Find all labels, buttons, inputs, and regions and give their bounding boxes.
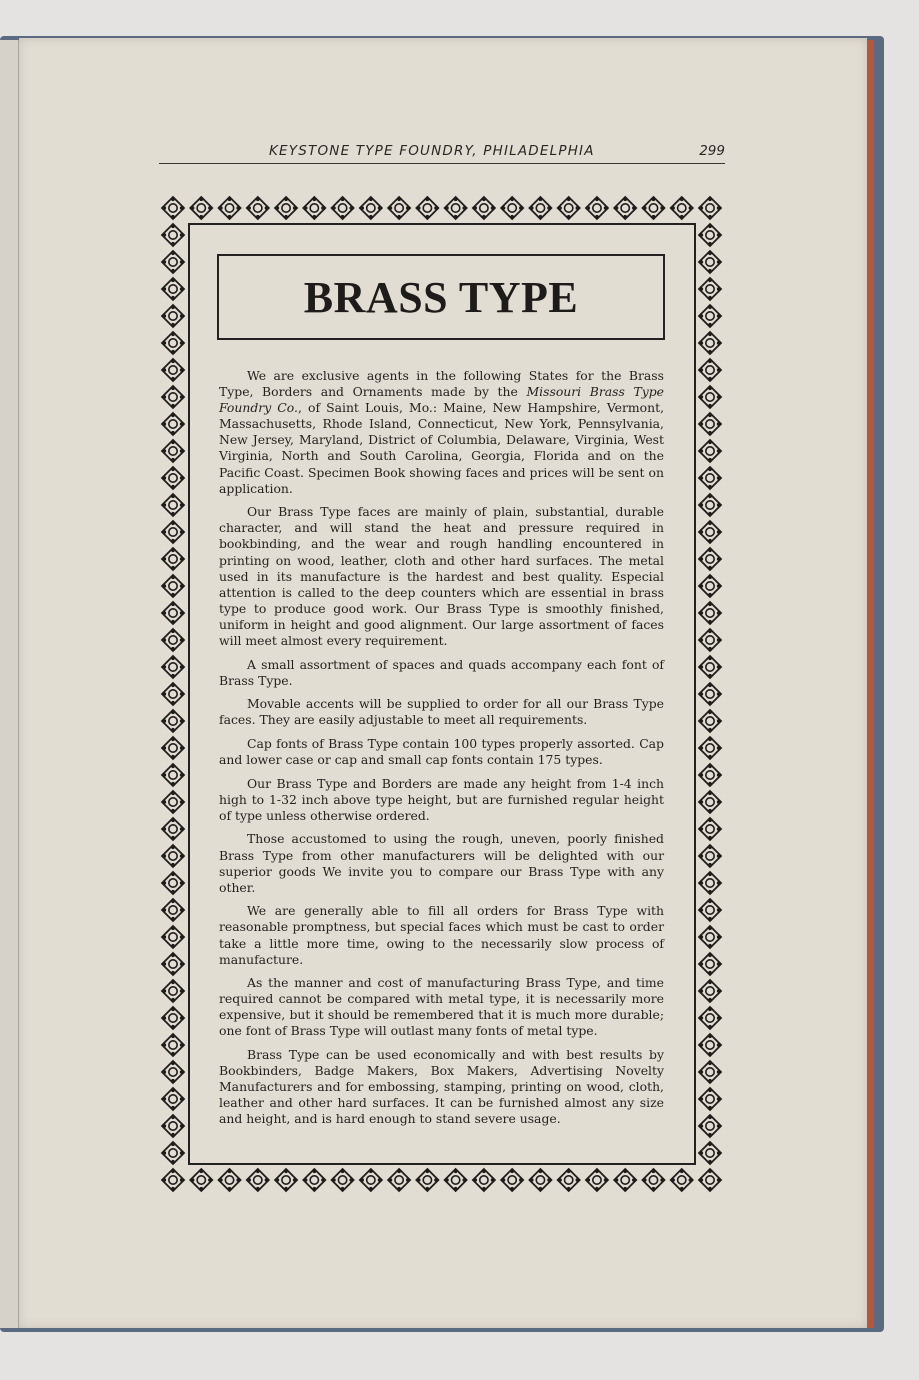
ornament-motif (162, 494, 184, 516)
ornament-motif (699, 872, 721, 894)
ornament-motif (529, 1169, 551, 1191)
ornament-motif (501, 197, 523, 219)
ornament-motif (699, 1007, 721, 1029)
ornament-motif (699, 1034, 721, 1056)
ornament-motif (699, 494, 721, 516)
ornament-motif (190, 1169, 212, 1191)
paragraph-height: Our Brass Type and Borders are made any height from 1-4 inch high to 1-32 inch above type height, but are furnished regular height of type unless otherwise ordered. (219, 775, 664, 823)
ornament-motif (699, 467, 721, 489)
ornament-motif (247, 1169, 269, 1191)
ornament-motif (699, 656, 721, 678)
title-box (217, 254, 665, 340)
ornament-motif (162, 899, 184, 921)
running-head (159, 141, 725, 164)
ornament-motif (162, 305, 184, 327)
ornament-motif (699, 575, 721, 597)
ornament-motif (586, 197, 608, 219)
ornament-motif (162, 197, 184, 219)
ornament-motif (699, 1169, 721, 1191)
ornament-motif (699, 629, 721, 651)
ornament-motif (699, 413, 721, 435)
paragraph-faces: Our Brass Type faces are mainly of plain, substantial, durable character, and will stand the heat and pressure required in bookbinding, and the wear and rough handling encountered in printing on wood, leather, cloth and other hard surfaces. The metal used in its manufacture is the hardest and best quality. Especial attention is called to the deep counters which are essential in brass type to produce good work. Our Brass Type is smoothly finished, uniform in height and good alignment. Our large assortment of faces will meet almost every requirement. (219, 504, 664, 648)
paragraph-agents: We are exclusive agents in the following States for the Brass Type, Borders and Ornaments made by the Missouri Brass Type Foundry Co., of Saint Louis, Mo.: Maine, New Hampshire, Vermont, Massachusetts, Rhode Island, Connecticut, New York, Pennsylvania, New Jersey, Maryland, District of Columbia, Delaware, Virginia, West Virginia, North and South Carolina, Georgia, Florida and on the Pacific Coast. Specimen Book showing faces and prices will be sent on application. (219, 368, 665, 496)
ornament-motif (162, 278, 184, 300)
ornament-motif (360, 197, 382, 219)
ornament-motif (671, 197, 693, 219)
ornament-motif (699, 764, 721, 786)
ornament-motif (699, 332, 721, 354)
ornament-motif (162, 1115, 184, 1137)
page-number: 299 (699, 143, 725, 159)
ornament-motif (699, 926, 721, 948)
ornament-motif (445, 197, 467, 219)
ornament-motif (162, 845, 184, 867)
ornament-motif (699, 548, 721, 570)
ornament-motif (162, 1169, 184, 1191)
ornament-motif (699, 818, 721, 840)
ornament-motif (699, 602, 721, 624)
ornament-motif (586, 1169, 608, 1191)
ornament-motif (275, 197, 297, 219)
paragraph-cap-fonts: Cap fonts of Brass Type contain 100 types properly assorted. Cap and lower case or cap and small cap fonts contain 175 types. (219, 735, 664, 768)
ornament-motif (162, 602, 184, 624)
paragraph-comparison: Those accustomed to using the rough, uneven, poorly finished Brass Type from other manufacturers will be delighted with our superior goods We invite you to compare our Brass Type with any other. (219, 831, 664, 895)
ornament-motif (162, 737, 184, 759)
ornament-motif (416, 197, 438, 219)
ornament-motif (473, 1169, 495, 1191)
ornament-motif (162, 440, 184, 462)
ornament-motif (699, 359, 721, 381)
paragraph-uses: Brass Type can be used economically and with best results by Bookbinders, Badge Makers, Box Makers, Advertising Novelty Manufacturers and for embossing, stamping, printing on wood, cloth, leather and other hard surfaces. It can be furnished almost any size and height, and is hard enough to stand severe usage. (219, 1047, 664, 1127)
paragraph-accents: Movable accents will be supplied to order for all our Brass Type faces. They are easily adjustable to meet all requirements. (219, 696, 664, 728)
ornament-motif (699, 737, 721, 759)
ornament-motif (162, 386, 184, 408)
ornament-motif (699, 953, 721, 975)
ornament-motif (699, 1142, 721, 1164)
page-title: BRASS TYPE (303, 272, 579, 322)
ornament-motif (303, 1169, 325, 1191)
ornament-motif (614, 197, 636, 219)
ornament-motif (162, 629, 184, 651)
ornament-motif (699, 845, 721, 867)
ornament-motif (162, 953, 184, 975)
ornament-motif (388, 1169, 410, 1191)
ornament-motif (275, 1169, 297, 1191)
ornament-motif (162, 332, 184, 354)
ornament-motif (360, 1169, 382, 1191)
ornament-motif (219, 1169, 241, 1191)
ornament-motif (190, 197, 212, 219)
ornament-motif (247, 197, 269, 219)
ornament-motif (699, 791, 721, 813)
ornament-motif (699, 1115, 721, 1137)
ornament-motif (162, 683, 184, 705)
ornament-motif (162, 764, 184, 786)
ornament-motif (642, 197, 664, 219)
ornament-motif (699, 980, 721, 1002)
ornament-motif (699, 440, 721, 462)
ornament-motif (162, 413, 184, 435)
ornament-motif (473, 197, 495, 219)
paragraph-spaces: A small assortment of spaces and quads accompany each font of Brass Type. (219, 656, 664, 688)
ornament-motif (699, 683, 721, 705)
ornament-motif (162, 872, 184, 894)
ornament-motif (699, 899, 721, 921)
ornament-motif (162, 224, 184, 246)
ornament-motif (162, 467, 184, 489)
paragraph-orders: We are generally able to fill all orders for Brass Type with reasonable promptness, but special faces which must be cast to order take a little more time, owing to the necessarily slow process of manufacture. (219, 903, 664, 967)
ornament-motif (699, 305, 721, 327)
ornament-motif (162, 521, 184, 543)
ornament-motif (162, 1061, 184, 1083)
ornament-motif (699, 386, 721, 408)
ornament-motif (162, 1007, 184, 1029)
ornament-motif (699, 224, 721, 246)
ornament-motif (671, 1169, 693, 1191)
ornament-motif (388, 197, 410, 219)
ornament-motif (642, 1169, 664, 1191)
ornament-motif (614, 1169, 636, 1191)
ornament-motif (162, 359, 184, 381)
ornament-motif (162, 575, 184, 597)
ornament-motif (699, 278, 721, 300)
ornament-motif (558, 197, 580, 219)
ornament-motif (219, 197, 241, 219)
ornament-motif (162, 1088, 184, 1110)
ornament-motif (416, 1169, 438, 1191)
paragraph-cost: As the manner and cost of manufacturing Brass Type, and time required cannot be compared with metal type, it is necessarily more expensive, but it should be remembered that it is much more durable; one font of Brass Type will outlast many fonts of metal type. (219, 975, 664, 1039)
ornament-motif (162, 251, 184, 273)
ornament-motif (162, 710, 184, 732)
ornament-motif (162, 656, 184, 678)
ornament-motif (162, 926, 184, 948)
ornament-motif (529, 197, 551, 219)
cover-edge (866, 40, 874, 1328)
running-title: KEYSTONE TYPE FOUNDRY, PHILADELPHIA (269, 143, 595, 159)
ornament-motif (445, 1169, 467, 1191)
ornament-motif (699, 1088, 721, 1110)
ornament-motif (162, 1142, 184, 1164)
ornament-motif (162, 1034, 184, 1056)
ornament-motif (699, 521, 721, 543)
ornament-motif (332, 1169, 354, 1191)
ornament-motif (699, 197, 721, 219)
ornament-motif (162, 980, 184, 1002)
ornament-motif (501, 1169, 523, 1191)
ornament-motif (162, 818, 184, 840)
ornament-motif (699, 710, 721, 732)
ornament-motif (332, 197, 354, 219)
ornament-motif (699, 1061, 721, 1083)
ornament-motif (303, 197, 325, 219)
ornament-motif (162, 791, 184, 813)
ornament-motif (162, 548, 184, 570)
previous-page-edge (0, 40, 19, 1328)
ornament-motif (558, 1169, 580, 1191)
body-text (219, 368, 664, 1135)
ornament-motif (699, 251, 721, 273)
